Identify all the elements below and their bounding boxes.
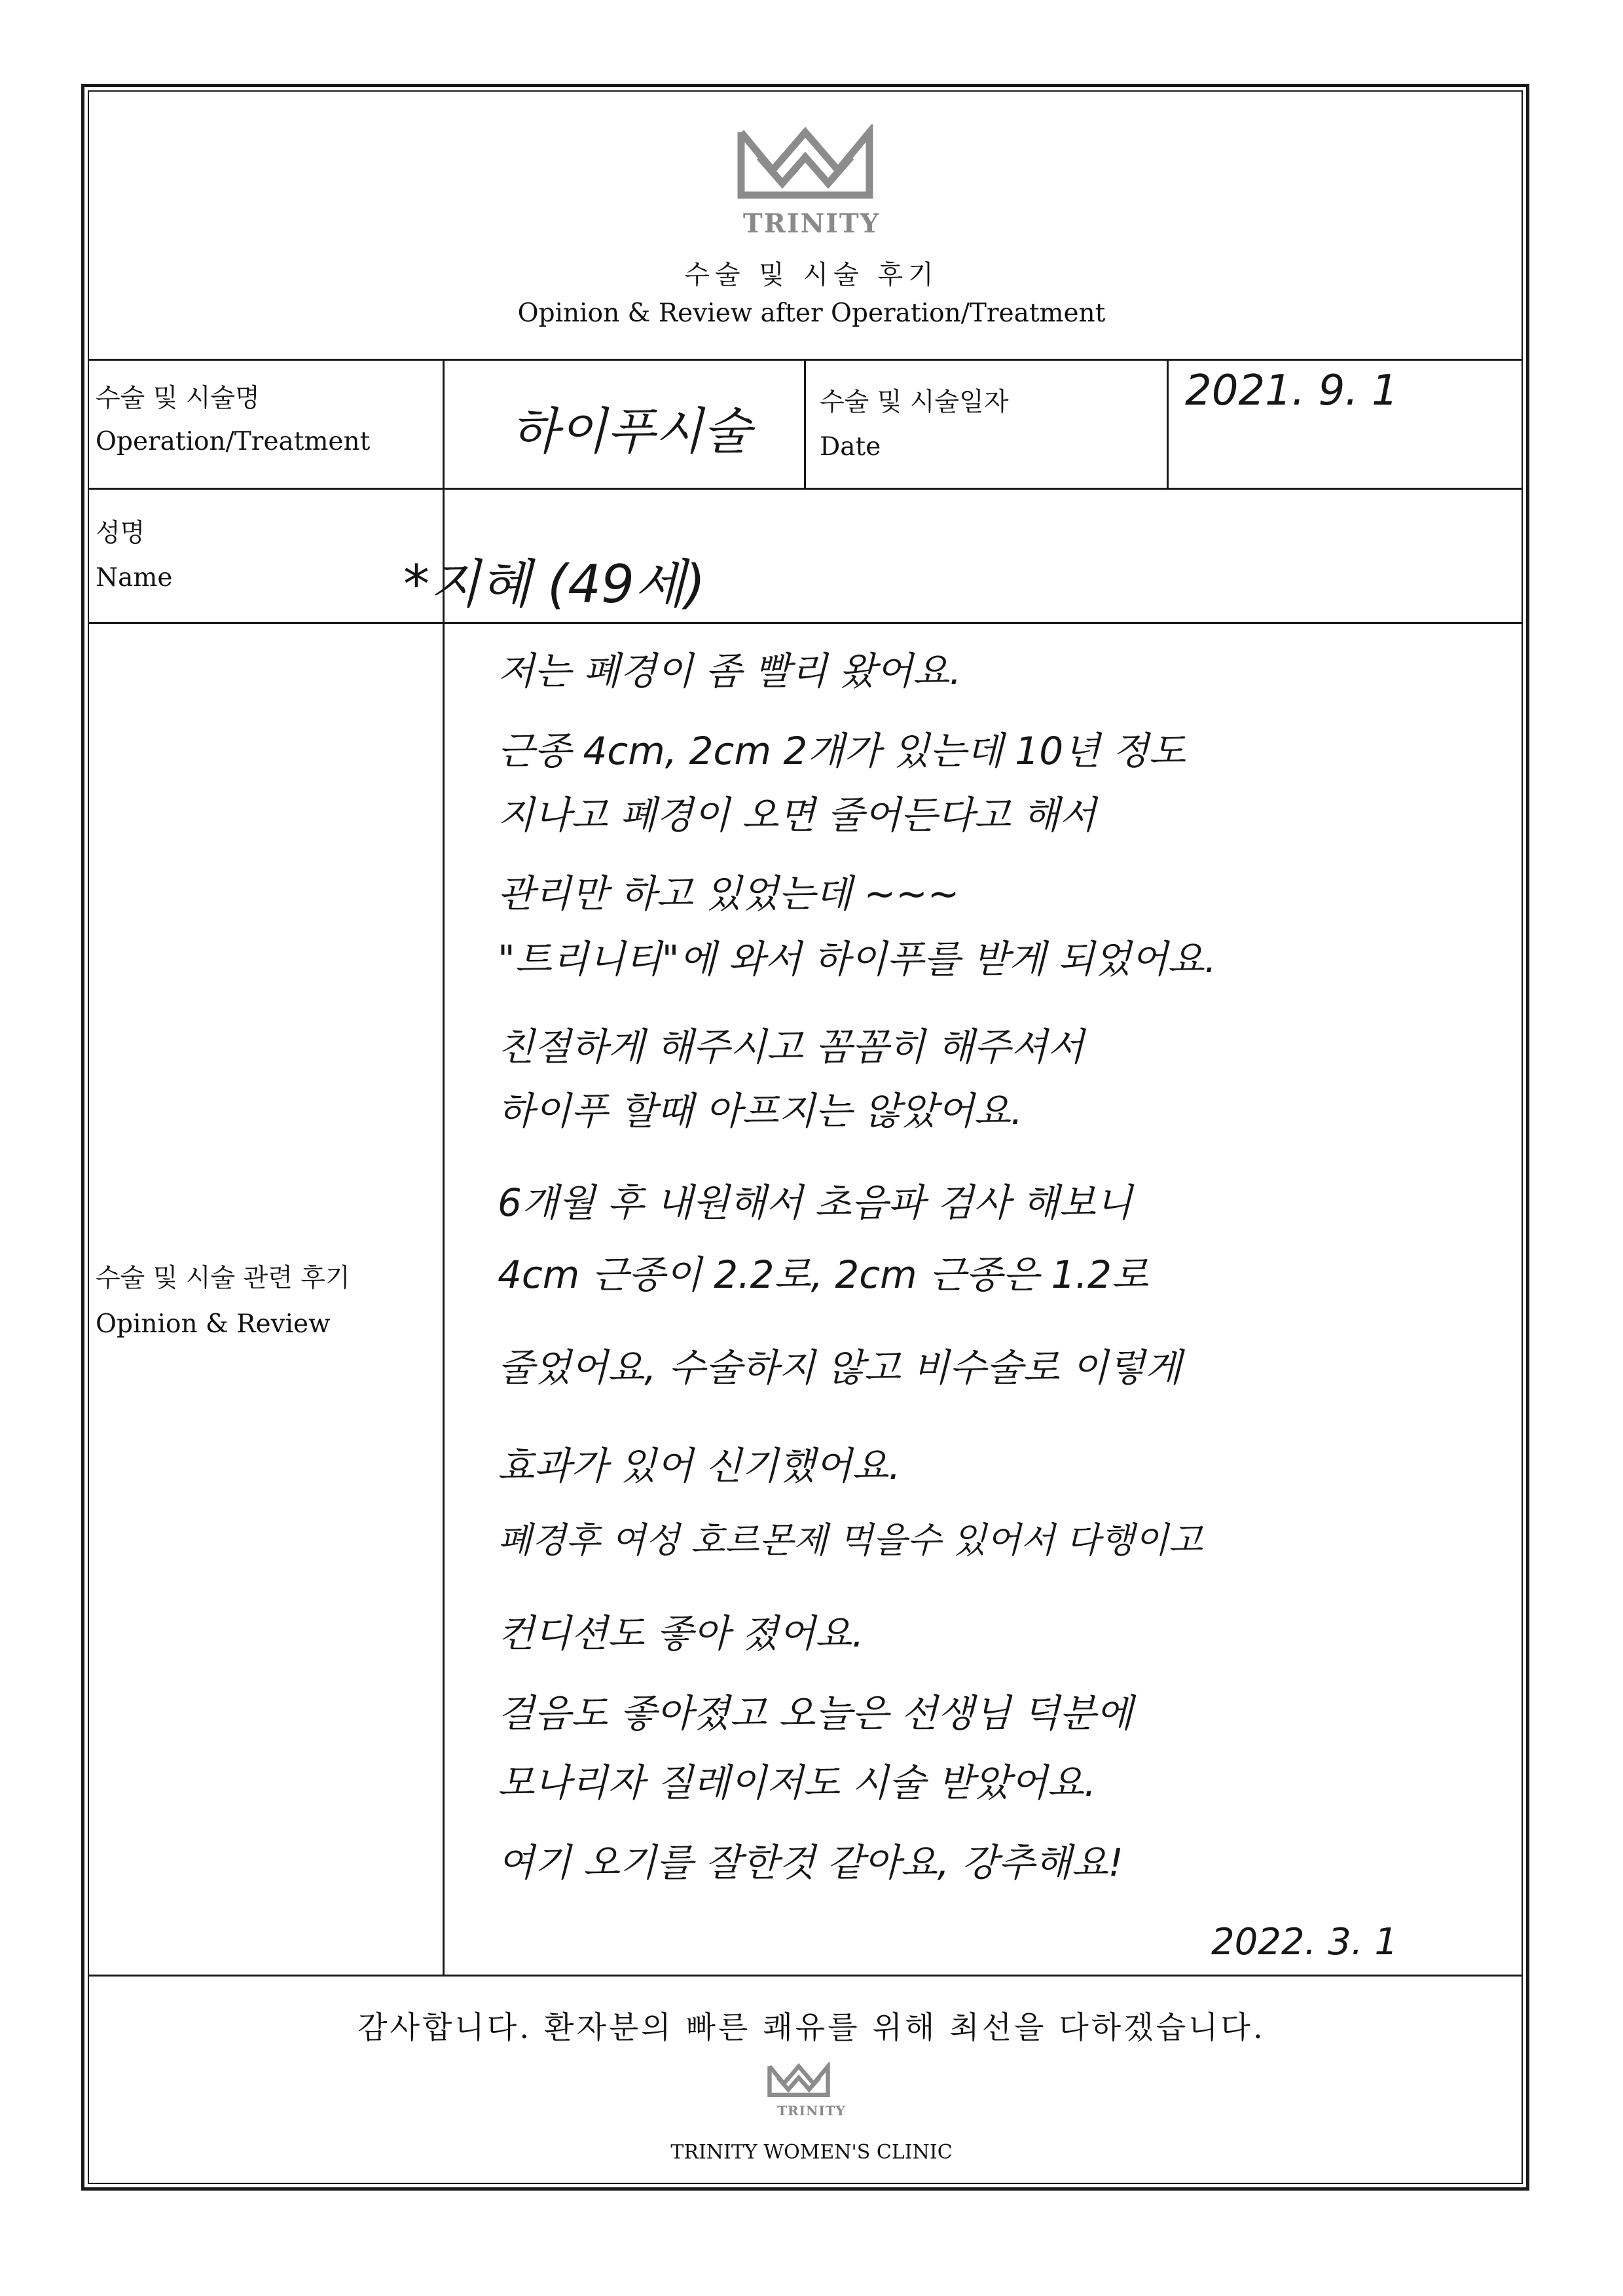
name-label-english: Name — [96, 563, 173, 592]
review-line: 4cm 근종이 2.2로, 2cm 근종은 1.2로 — [498, 1252, 1148, 1297]
date-label-left-divider — [804, 359, 806, 488]
name-label-korean: 성명 — [96, 519, 145, 548]
date-label-english: Date — [820, 432, 881, 462]
row-divider-4 — [88, 1975, 1523, 1977]
footer-brand-name: TRINITY — [777, 2103, 846, 2119]
review-line: 줄었어요, 수술하지 않고 비수술로 이렇게 — [498, 1345, 1182, 1390]
review-label-english: Opinion & Review — [96, 1309, 331, 1339]
review-line: 컨디션도 좋아 졌어요. — [498, 1611, 864, 1656]
header-brand-name: TRINITY — [742, 208, 881, 239]
treatment-label-korean: 수술 및 시술명 — [96, 384, 260, 413]
trinity-crown-logo — [733, 124, 877, 203]
form-title-korean: 수술 및 시술 후기 — [684, 260, 939, 290]
review-line: 폐경후 여성 호르몬제 먹을수 있어서 다행이고 — [498, 1520, 1203, 1561]
review-line: 친절하게 해주시고 꼼꼼히 해주셔서 — [498, 1025, 1084, 1069]
review-line: 하이푸 할때 아프지는 않았어요. — [498, 1089, 1023, 1133]
date-label-korean: 수술 및 시술일자 — [820, 388, 1009, 417]
review-line: 6개월 후 내원해서 초음파 검사 해보니 — [498, 1180, 1133, 1225]
review-date: 2022. 3. 1 — [1211, 1921, 1398, 1963]
date-value: 2021. 9. 1 — [1185, 367, 1398, 415]
review-line: 모나리자 질레이저도 시술 받았어요. — [498, 1760, 1097, 1805]
review-line: 걸음도 좋아졌고 오늘은 선생님 덕분에 — [498, 1691, 1133, 1736]
treatment-label-english: Operation/Treatment — [96, 427, 371, 456]
date-value-left-divider — [1167, 359, 1169, 488]
review-line: 저는 폐경이 좀 빨리 왔어요. — [498, 649, 962, 693]
review-label-korean: 수술 및 시술 관련 후기 — [96, 1264, 350, 1293]
review-line: 지나고 폐경이 오면 줄어든다고 해서 — [498, 793, 1097, 837]
row-divider-2 — [88, 488, 1523, 490]
footer-clinic-name: TRINITY WOMEN'S CLINIC — [670, 2141, 953, 2164]
name-value: *지혜 (49세) — [403, 554, 706, 615]
review-line: 관리만 하고 있었는데 ~~~ — [498, 871, 960, 916]
row-divider-3 — [88, 622, 1523, 624]
footer-thanks-message: 감사합니다. 환자분의 빠른 쾌유를 위해 최선을 다하겠습니다. — [357, 2010, 1266, 2046]
review-line: "트리니티"에 와서 하이푸를 받게 되었어요. — [498, 937, 1217, 981]
trinity-crown-logo-small — [766, 2062, 831, 2099]
treatment-value: 하이푸시술 — [511, 402, 752, 460]
review-line: 여기 오기를 잘한것 같아요, 강추해요! — [498, 1840, 1123, 1885]
review-line: 근종 4cm, 2cm 2개가 있는데 10년 정도 — [498, 729, 1186, 773]
review-line: 효과가 있어 신기했어요. — [498, 1444, 901, 1488]
form-title-english: Opinion & Review after Operation/Treatment — [517, 299, 1106, 328]
